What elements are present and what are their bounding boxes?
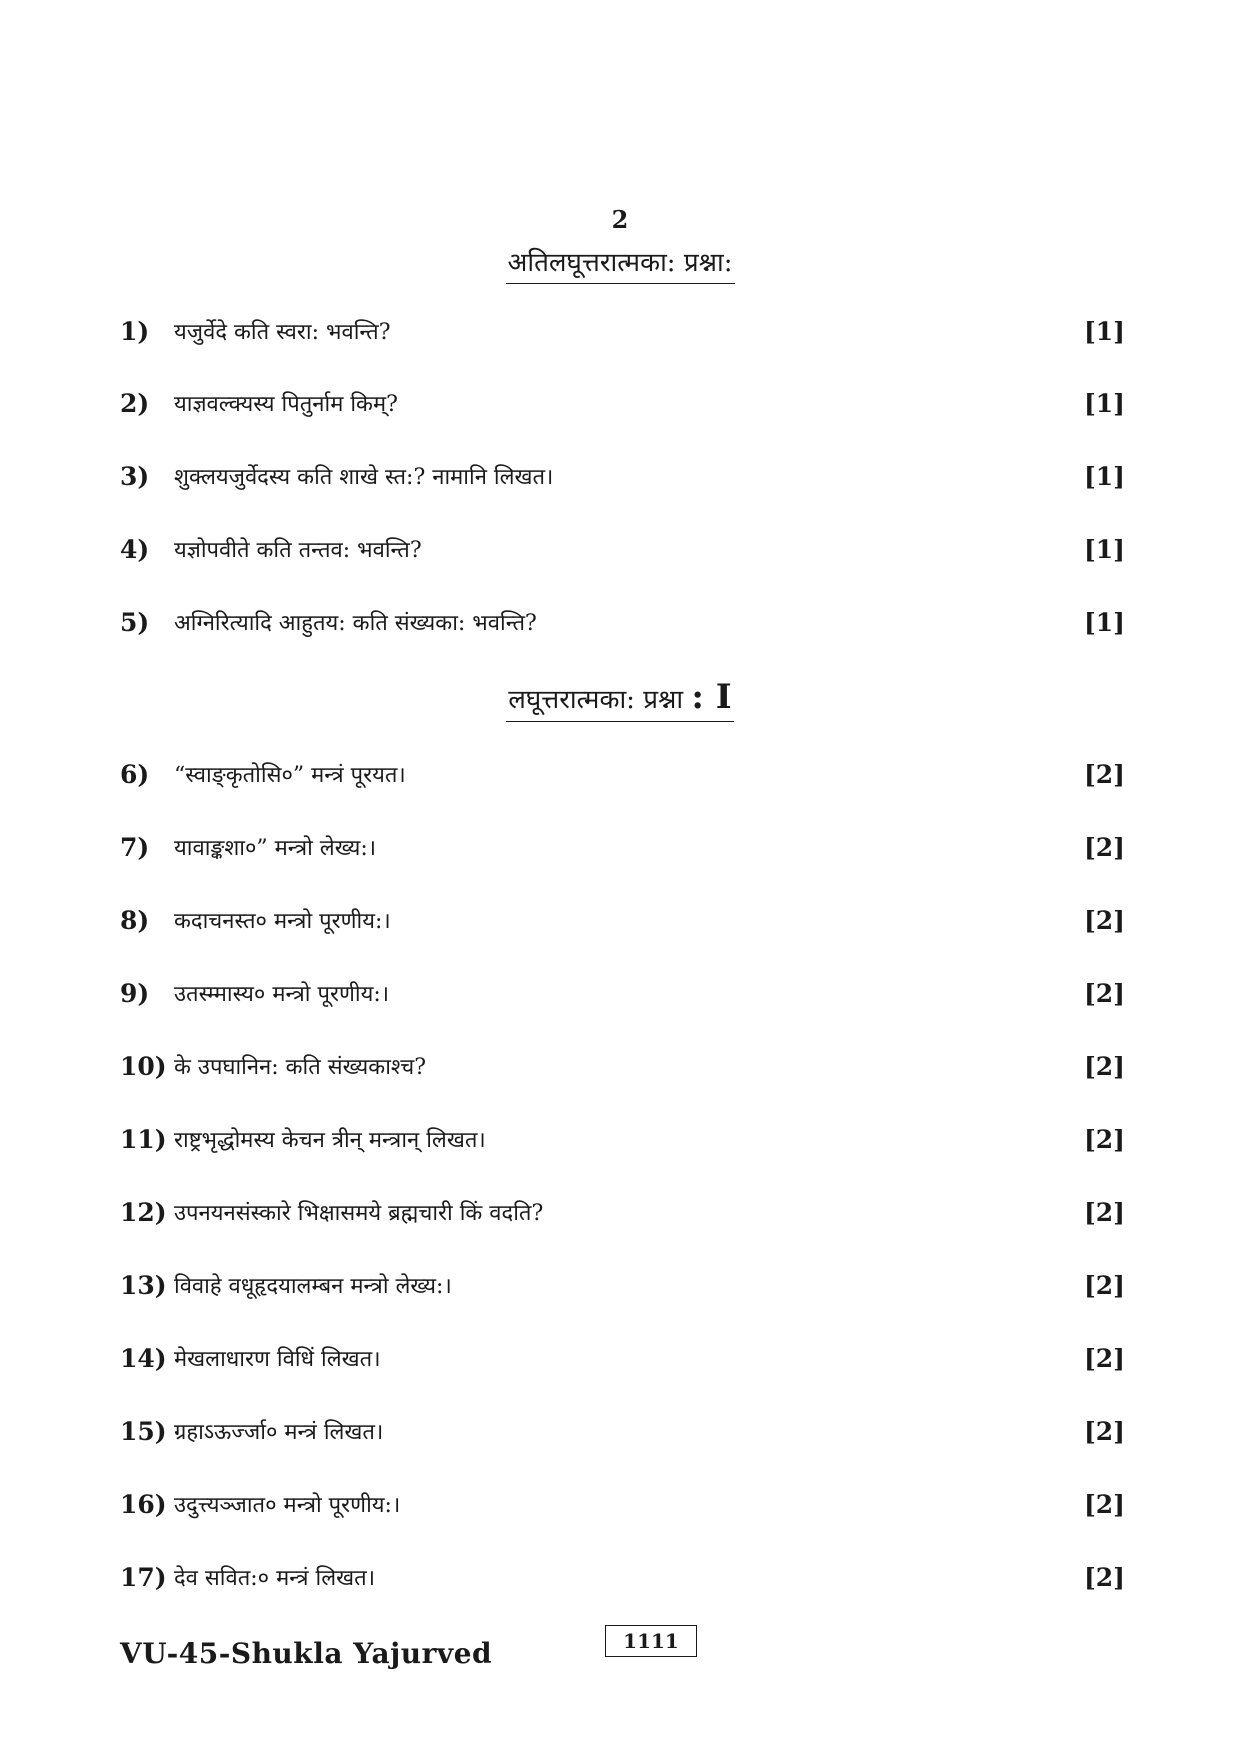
question-marks: [2] bbox=[1083, 1051, 1125, 1081]
question-number: 11) bbox=[120, 1124, 167, 1154]
question-text: विवाहे वधूहृदयालम्बन मन्त्रो लेख्य:। bbox=[174, 1274, 452, 1299]
question-text: उदुत्त्यञ्जात० मन्त्रो पूरणीय:। bbox=[174, 1493, 401, 1518]
question-number: 9) bbox=[120, 978, 150, 1008]
question-11 bbox=[120, 1119, 1125, 1159]
question-number: 1) bbox=[120, 316, 150, 346]
question-number: 14) bbox=[120, 1343, 167, 1373]
question-marks: [2] bbox=[1083, 1416, 1125, 1446]
question-text: राष्ट्रभृद्धोमस्य केचन त्रीन् मन्त्रान् लिखत। bbox=[174, 1128, 486, 1153]
question-text: मेखलाधारण विधिं लिखत। bbox=[174, 1347, 381, 1372]
question-marks: [2] bbox=[1083, 978, 1125, 1008]
question-text: यजुर्वेदे कति स्वरा: भवन्ति? bbox=[174, 320, 391, 345]
question-4 bbox=[120, 529, 1125, 569]
question-marks: [2] bbox=[1083, 1197, 1125, 1227]
paper-number-box: 1111 bbox=[605, 1625, 697, 1657]
question-1 bbox=[120, 311, 1125, 351]
question-number: 15) bbox=[120, 1416, 167, 1446]
question-number: 7) bbox=[120, 832, 150, 862]
question-text: शुक्लयजुर्वेदस्य कति शाखे स्त:? नामानि लिखत। bbox=[174, 465, 554, 490]
question-marks: [1] bbox=[1083, 534, 1125, 564]
question-13 bbox=[120, 1265, 1125, 1305]
question-text: याज्ञवल्क्यस्य पितुर्नाम किम्? bbox=[174, 392, 398, 417]
question-text: अग्निरित्यादि आहुतय: कति संख्यका: भवन्ति? bbox=[174, 611, 537, 636]
question-marks: [2] bbox=[1083, 1489, 1125, 1519]
question-marks: [1] bbox=[1083, 388, 1125, 418]
question-marks: [2] bbox=[1083, 1124, 1125, 1154]
question-number: 17) bbox=[120, 1562, 167, 1592]
question-marks: [2] bbox=[1083, 1562, 1125, 1592]
question-2 bbox=[120, 383, 1125, 423]
section-heading-text: अतिलघूत्तरात्मका: प्रश्ना: bbox=[506, 243, 735, 284]
question-10 bbox=[120, 1046, 1125, 1086]
question-text: देव सवित:० मन्त्रं लिखत। bbox=[174, 1566, 376, 1591]
question-text: उतस्म्मास्य० मन्त्रो पूरणीय:। bbox=[174, 982, 390, 1007]
question-number: 4) bbox=[120, 534, 150, 564]
question-17 bbox=[120, 1557, 1125, 1597]
question-15 bbox=[120, 1411, 1125, 1451]
question-number: 16) bbox=[120, 1489, 167, 1519]
question-marks: [2] bbox=[1083, 759, 1125, 789]
question-6 bbox=[120, 754, 1125, 794]
section-heading-label: लघूत्तरात्मका: प्रश्ना bbox=[508, 685, 684, 715]
question-text: यज्ञोपवीते कति तन्तव: भवन्ति? bbox=[174, 538, 422, 563]
question-number: 10) bbox=[120, 1051, 167, 1081]
question-marks: [1] bbox=[1083, 316, 1125, 346]
question-16 bbox=[120, 1484, 1125, 1524]
question-marks: [2] bbox=[1083, 905, 1125, 935]
section-heading-short-answer bbox=[0, 677, 1240, 722]
question-number: 6) bbox=[120, 759, 150, 789]
question-text: ग्रहाऽऊर्ज्जा० मन्त्रं लिखत। bbox=[174, 1420, 384, 1445]
question-number: 12) bbox=[120, 1197, 167, 1227]
question-marks: [2] bbox=[1083, 1270, 1125, 1300]
question-text: उपनयनसंस्कारे भिक्षासमये ब्रह्मचारी किं वदति? bbox=[174, 1201, 544, 1226]
question-text: के उपघानिन: कति संख्यकाश्च? bbox=[174, 1055, 427, 1080]
question-number: 5) bbox=[120, 607, 150, 637]
section-heading-very-short-answer bbox=[0, 243, 1240, 284]
question-8 bbox=[120, 900, 1125, 940]
question-number: 13) bbox=[120, 1270, 167, 1300]
question-text: यावाङ्कशा०” मन्त्रो लेख्य:। bbox=[174, 836, 377, 861]
question-5 bbox=[120, 602, 1125, 642]
question-marks: [1] bbox=[1083, 461, 1125, 491]
question-marks: [2] bbox=[1083, 1343, 1125, 1373]
question-7 bbox=[120, 827, 1125, 867]
question-marks: [2] bbox=[1083, 832, 1125, 862]
question-marks: [1] bbox=[1083, 607, 1125, 637]
question-number: 8) bbox=[120, 905, 150, 935]
section-heading-roman: : I bbox=[691, 677, 732, 717]
question-text: “स्वाङ्कृतोसि०” मन्त्रं पूरयत। bbox=[174, 763, 406, 788]
section-heading-text bbox=[506, 677, 733, 722]
question-12 bbox=[120, 1192, 1125, 1232]
paper-code: VU-45-Shukla Yajurved bbox=[120, 1637, 493, 1670]
question-number: 3) bbox=[120, 461, 150, 491]
question-14 bbox=[120, 1338, 1125, 1378]
page-number: 2 bbox=[611, 205, 629, 234]
question-3 bbox=[120, 456, 1125, 496]
question-9 bbox=[120, 973, 1125, 1013]
question-number: 2) bbox=[120, 388, 150, 418]
question-text: कदाचनस्त० मन्त्रो पूरणीय:। bbox=[174, 909, 391, 934]
